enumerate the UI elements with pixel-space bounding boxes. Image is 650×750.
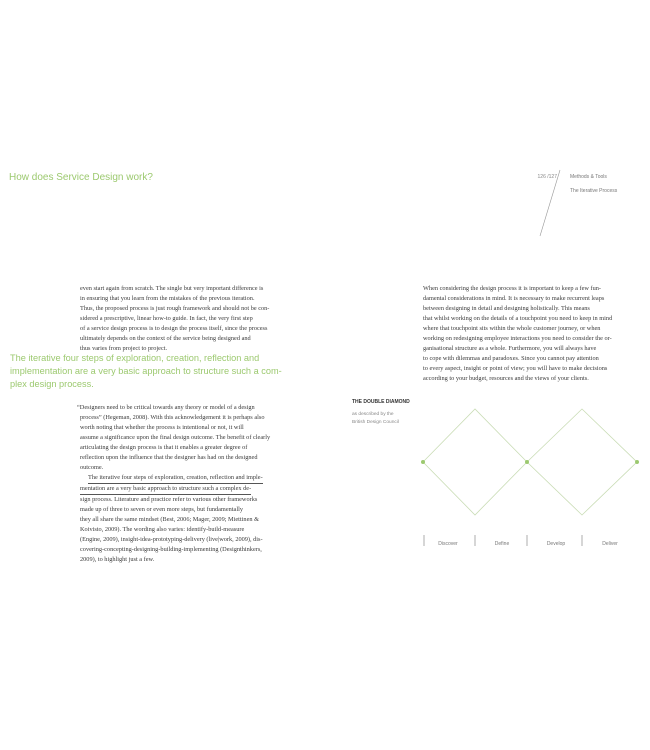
text-line: where that touchpoint sits within the whole customer journey, or when bbox=[423, 325, 601, 332]
second-diamond bbox=[527, 409, 637, 515]
text-line: assume a significance upon the final design outcome. The benefit of clearly bbox=[80, 434, 271, 441]
text-line: thus varies from project to project. bbox=[80, 345, 168, 352]
text-line: “Designers need to be critical towards any theory or model of a design bbox=[77, 404, 255, 411]
text-line: in ensuring that you learn from the mistakes of the previous iteration. bbox=[80, 295, 255, 302]
underlined-line-wrap bbox=[80, 484, 295, 495]
pull-quote-line: The iterative four steps of exploration, creation, reflection and bbox=[10, 353, 260, 363]
double-diamond-diagram bbox=[415, 405, 645, 555]
diagram-title: THE DOUBLE DIAMOND bbox=[352, 399, 410, 405]
phase-label-develop: Develop bbox=[546, 541, 566, 547]
underlined-line-wrap bbox=[80, 473, 295, 484]
text-line: even start again from scratch. The single but very important difference is bbox=[80, 285, 264, 292]
diamond-node bbox=[635, 460, 639, 464]
text-line: they all share the same mindset (Best, 2006; Mager, 2009; Miettinen & bbox=[80, 516, 259, 523]
text-line: made up of three to seven or even more steps, but fundamentally bbox=[80, 506, 243, 513]
pull-quote-line: plex design process. bbox=[10, 379, 94, 389]
text-line: worth noting that whether the process is intentional or not, it will bbox=[80, 424, 244, 431]
text-line: ganisational structure as a whole. Furthermore, you will always have bbox=[423, 345, 597, 352]
text-line: damental considerations in mind. It is necessary to make recurrent leaps bbox=[423, 295, 605, 302]
text-line: reflection upon the influence that the designer has had on the designed bbox=[80, 454, 258, 461]
text-line: according to your budget, resources and the views of your clients. bbox=[423, 375, 589, 382]
pull-quote bbox=[10, 352, 282, 391]
underlined-text-line: mentation are a very basic approach to structure such a complex de- bbox=[80, 484, 251, 495]
chapter-title: How does Service Design work? bbox=[9, 172, 153, 183]
diagram-subtitle bbox=[352, 411, 422, 427]
diamond-node bbox=[525, 460, 529, 464]
text-line: articulating the design process is that it enables a greater degree of bbox=[80, 444, 248, 451]
first-diamond bbox=[423, 409, 527, 515]
text-line: to cope with dilemmas and paradoxes. Since you cannot pay attention bbox=[423, 355, 599, 362]
left-column-bottom bbox=[77, 403, 295, 565]
left-column-top bbox=[80, 284, 295, 354]
phase-label-deliver: Deliver bbox=[602, 541, 618, 547]
text-line: (Engine, 2009), insight-idea-prototyping-delivery (live|work, 2009), dis- bbox=[80, 536, 263, 543]
text-line: working on redesigning employee interactions you need to consider the or- bbox=[423, 335, 612, 342]
text-line: to every aspect, insight or point of view; you will have to make decisions bbox=[423, 365, 608, 372]
text-line: of a service design process is to design the process itself, since the process bbox=[80, 325, 268, 332]
text-line: sidered a prescriptive, linear how-to guide. In fact, the very first step bbox=[80, 315, 253, 322]
diagram-subtitle-line: British Design Council bbox=[352, 420, 399, 425]
diagram-subtitle-line: as described by the bbox=[352, 412, 394, 417]
section-label: Methods & Tools bbox=[570, 174, 607, 180]
diamond-node bbox=[421, 460, 425, 464]
text-line: Koivisto, 2009). The wording also varies: identify-build-measure bbox=[80, 526, 245, 533]
text-line: between designing in detail and designing holistically. This means bbox=[423, 305, 590, 312]
text-line: Thus, the proposed process is just rough framework and should not be con- bbox=[80, 305, 270, 312]
underlined-text-line: The iterative four steps of exploration, creation, reflection and imple- bbox=[88, 473, 263, 484]
text-line: that whilst working on the details of a touchpoint you need to keep in mind bbox=[423, 315, 613, 322]
page-numbers: 126 /127 bbox=[537, 174, 557, 180]
text-line: When considering the design process it is important to keep a few fun- bbox=[423, 285, 602, 292]
pull-quote-line: implementation are a very basic approach to structure such a com- bbox=[10, 366, 282, 376]
phase-label-discover: Discover bbox=[438, 541, 458, 547]
subsection-label: The Iterative Process bbox=[570, 188, 618, 194]
text-line: sign process. Literature and practice refer to various other frameworks bbox=[80, 496, 258, 503]
phase-label-define: Define bbox=[494, 541, 510, 547]
text-line: covering-concepting-designing-building-implementing (Designthinkers, bbox=[80, 546, 262, 553]
text-line: process” (Hegeman, 2008). With this acknowledgement it is perhaps also bbox=[80, 414, 265, 421]
text-line: 2009), to highlight just a few. bbox=[80, 556, 155, 563]
text-line: outcome. bbox=[80, 464, 104, 471]
text-line: ultimately depends on the context of the service being designed and bbox=[80, 335, 251, 342]
header-divider bbox=[538, 168, 562, 238]
right-column bbox=[423, 284, 638, 384]
